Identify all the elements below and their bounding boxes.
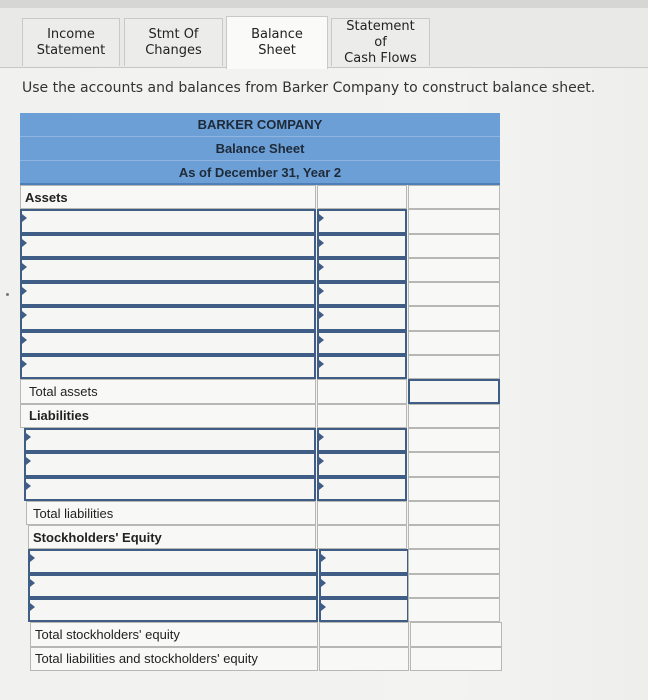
asset-input-row: [20, 258, 500, 282]
amount-cell: [408, 452, 500, 476]
dropdown-marker-icon: [319, 287, 324, 295]
amount-cell: [408, 598, 500, 622]
dropdown-marker-icon: [319, 263, 324, 271]
amount-cell: [408, 209, 500, 233]
statement-date: As of December 31, Year 2: [20, 161, 500, 185]
amount-input[interactable]: [317, 234, 407, 258]
account-select[interactable]: [28, 549, 318, 573]
total-liabilities-label: Total liabilities: [26, 501, 316, 525]
amount-input[interactable]: [319, 574, 409, 598]
dropdown-marker-icon: [30, 579, 35, 587]
asset-input-row: [20, 234, 500, 258]
dropdown-marker-icon: [30, 554, 35, 562]
account-select[interactable]: [20, 234, 316, 258]
assets-label: Assets: [20, 185, 316, 209]
decorative-dot: [6, 293, 9, 296]
amount-cell: [319, 622, 409, 646]
amount-input[interactable]: [317, 452, 407, 476]
total-liabilities-equity-row: [20, 647, 500, 671]
liability-input-row: [20, 428, 500, 452]
amount-cell: [408, 404, 500, 428]
equity-input-row: [20, 598, 500, 622]
account-select[interactable]: [24, 477, 316, 501]
company-name: BARKER COMPANY: [20, 113, 500, 137]
dropdown-marker-icon: [26, 433, 31, 441]
dropdown-marker-icon: [319, 482, 324, 490]
dropdown-marker-icon: [319, 433, 324, 441]
amount-input[interactable]: [317, 355, 407, 379]
account-select[interactable]: [20, 331, 316, 355]
account-select[interactable]: [28, 598, 318, 622]
amount-cell: [317, 404, 407, 428]
account-select[interactable]: [24, 452, 316, 476]
dropdown-marker-icon: [26, 482, 31, 490]
top-strip: [0, 0, 648, 8]
account-select[interactable]: [20, 282, 316, 306]
amount-cell: [408, 428, 500, 452]
amount-cell: [408, 258, 500, 282]
amount-cell: [408, 477, 500, 501]
equity-input-row: [20, 549, 500, 573]
stockholders-equity-label: Stockholders' Equity: [28, 525, 316, 549]
dropdown-marker-icon: [22, 287, 27, 295]
liability-input-row: [20, 452, 500, 476]
amount-input[interactable]: [317, 209, 407, 233]
equity-header-row: [20, 525, 500, 549]
dropdown-marker-icon: [319, 214, 324, 222]
dropdown-marker-icon: [22, 311, 27, 319]
instruction-text: Use the accounts and balances from Barker Company to construct balance sheet.: [22, 80, 596, 96]
dropdown-marker-icon: [319, 311, 324, 319]
asset-input-row: [20, 331, 500, 355]
account-select[interactable]: [28, 574, 318, 598]
dropdown-marker-icon: [22, 239, 27, 247]
amount-input[interactable]: [317, 477, 407, 501]
total-assets-input[interactable]: [408, 379, 500, 403]
dropdown-marker-icon: [321, 579, 326, 587]
amount-cell: [408, 331, 500, 355]
account-select[interactable]: [20, 355, 316, 379]
amount-input[interactable]: [317, 428, 407, 452]
amount-cell: [408, 574, 500, 598]
amount-cell: [408, 282, 500, 306]
amount-cell: [408, 234, 500, 258]
balance-sheet-table: [20, 113, 500, 671]
tab-stmt-of-changes[interactable]: [124, 18, 223, 66]
total-liabilities-input[interactable]: [408, 501, 500, 525]
equity-input-row: [20, 574, 500, 598]
amount-input[interactable]: [319, 549, 409, 573]
dropdown-marker-icon: [319, 239, 324, 247]
total-liabilities-equity-label: Total liabilities and stockholders' equity: [30, 647, 318, 671]
tab-statement-of-cash-flows[interactable]: [331, 18, 430, 66]
total-assets-label: Total assets: [20, 379, 316, 403]
account-select[interactable]: [20, 209, 316, 233]
asset-input-row: [20, 209, 500, 233]
amount-cell: [408, 355, 500, 379]
total-liabilities-row: [20, 501, 500, 525]
total-liabilities-equity-input[interactable]: [410, 647, 502, 671]
tab-income-statement[interactable]: [22, 18, 120, 66]
asset-input-row: [20, 282, 500, 306]
amount-input[interactable]: [317, 258, 407, 282]
account-select[interactable]: [20, 306, 316, 330]
total-equity-input[interactable]: [410, 622, 502, 646]
amount-input[interactable]: [317, 306, 407, 330]
dropdown-marker-icon: [26, 457, 31, 465]
assets-header-row: [20, 185, 500, 209]
dropdown-marker-icon: [319, 457, 324, 465]
asset-input-row: [20, 355, 500, 379]
dropdown-marker-icon: [22, 263, 27, 271]
amount-cell: [408, 185, 500, 209]
amount-cell: [319, 647, 409, 671]
account-select[interactable]: [24, 428, 316, 452]
tab-label: Income Statement: [36, 26, 106, 58]
dropdown-marker-icon: [22, 336, 27, 344]
liability-input-row: [20, 477, 500, 501]
tab-bar: [0, 8, 648, 68]
amount-cell: [317, 185, 407, 209]
liabilities-label: Liabilities: [20, 404, 316, 428]
dropdown-marker-icon: [22, 360, 27, 368]
amount-cell: [408, 549, 500, 573]
account-select[interactable]: [20, 258, 316, 282]
amount-cell: [317, 379, 407, 403]
amount-input[interactable]: [317, 282, 407, 306]
total-equity-row: [20, 622, 500, 646]
asset-input-row: [20, 306, 500, 330]
dropdown-marker-icon: [319, 336, 324, 344]
tab-label: Statement of Cash Flows: [344, 18, 417, 66]
amount-cell: [408, 306, 500, 330]
dropdown-marker-icon: [319, 360, 324, 368]
dropdown-marker-icon: [22, 214, 27, 222]
tab-label: Stmt Of Changes: [145, 26, 202, 58]
liabilities-header-row: [20, 404, 500, 428]
tab-balance-sheet[interactable]: [226, 16, 328, 69]
amount-cell: [408, 525, 500, 549]
dropdown-marker-icon: [321, 603, 326, 611]
amount-cell: [317, 501, 407, 525]
dropdown-marker-icon: [321, 554, 326, 562]
total-assets-row: [20, 379, 500, 403]
amount-cell: [317, 525, 407, 549]
amount-input[interactable]: [319, 598, 409, 622]
tab-label: Balance Sheet: [251, 27, 303, 58]
statement-title: Balance Sheet: [20, 137, 500, 161]
total-stockholders-equity-label: Total stockholders' equity: [30, 622, 318, 646]
dropdown-marker-icon: [30, 603, 35, 611]
amount-input[interactable]: [317, 331, 407, 355]
